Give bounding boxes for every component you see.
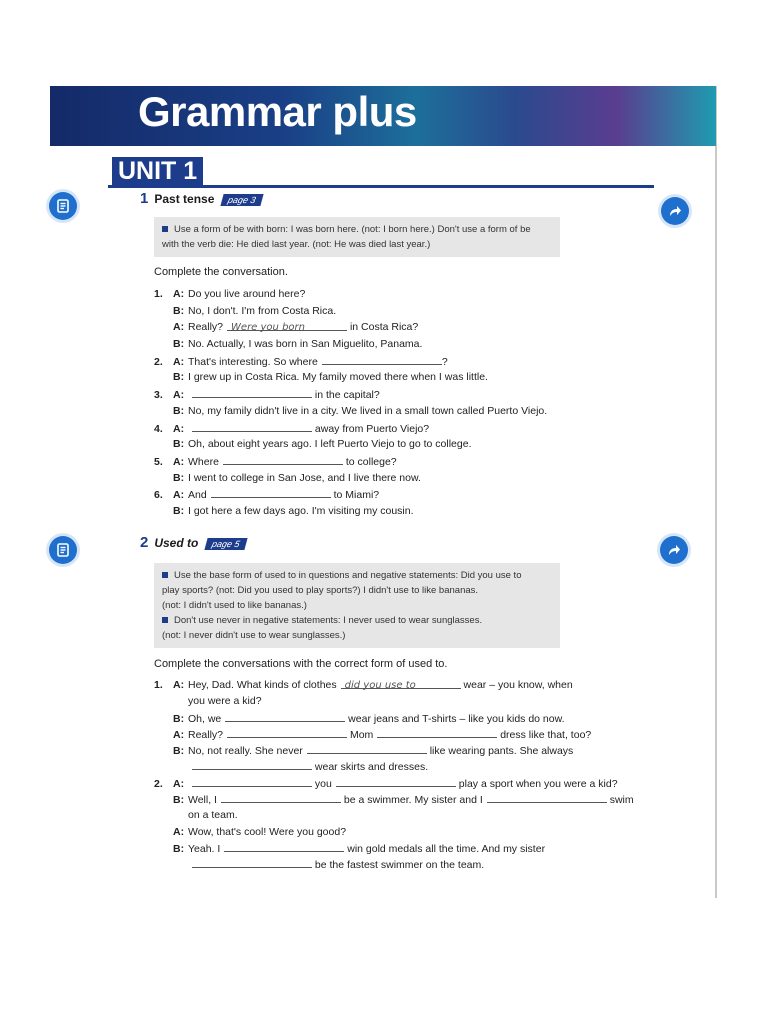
conversation-line (154, 824, 634, 840)
grammar-notes-icon[interactable] (49, 192, 77, 220)
rule-line: (not: I didn't used to like bananas.) (162, 600, 307, 611)
conversation-line (154, 303, 547, 320)
page-edge-rule (715, 86, 717, 898)
item-number: 6. (154, 489, 163, 502)
line-text: you were a kid? (188, 695, 262, 708)
conversation-line (154, 319, 547, 336)
bullet-square (162, 226, 168, 232)
conversation-line (154, 856, 634, 872)
item-number: 1. (154, 288, 163, 300)
line-text: Really? (188, 321, 224, 334)
section-2-title: Used to (154, 536, 199, 550)
speaker-label: B: (173, 471, 185, 484)
bullet-square (162, 572, 168, 578)
line-text: I got here a few days ago. I'm visiting my cousin. (188, 504, 414, 517)
line-text: Oh, we (188, 712, 222, 725)
speaker-label: A: (173, 422, 185, 435)
share-arrow-icon[interactable] (661, 197, 689, 225)
item-number: 1. (154, 679, 163, 691)
section-1-conversation (154, 286, 547, 520)
conversation-line (154, 677, 634, 693)
conversation-line (154, 791, 634, 807)
answer-blank[interactable] (225, 710, 345, 722)
conversation-line (154, 436, 547, 453)
conversation-line (154, 710, 634, 726)
rule-line: (not: I never didn't use to wear sunglasses.) (162, 630, 346, 641)
section-2-instruction: Complete the conversations with the correct form of used to. (154, 658, 448, 670)
section-2-number: 2 (140, 534, 149, 551)
section-1-number: 1 (140, 190, 149, 207)
line-text: No, not really. She never (188, 745, 303, 758)
speaker-label: B: (173, 745, 185, 758)
line-text: play a sport when you were a kid? (455, 777, 618, 790)
conversation-line (154, 726, 634, 742)
answer-example (341, 677, 461, 689)
line-text: No. Actually, I was born in San Miguelito, Panama. (188, 338, 423, 351)
section-1-title: Past tense (154, 192, 215, 206)
line-text: be the fastest swimmer on the team. (312, 859, 485, 872)
conversation-line (154, 693, 634, 709)
item-number: 5. (154, 455, 163, 468)
line-text: on a team. (188, 809, 238, 822)
conversation-line (154, 336, 547, 353)
bullet-square (162, 617, 168, 623)
speaker-label: A: (173, 288, 185, 300)
speaker-label: A: (173, 777, 185, 790)
line-text: you (312, 777, 332, 790)
line-text: I grew up in Costa Rica. My family moved there when I was little. (188, 371, 488, 384)
line-text: in the capital? (312, 389, 380, 402)
line-text: Oh, about eight years ago. I left Puerto Viejo to go to college. (188, 438, 472, 451)
answer-blank[interactable] (192, 856, 312, 868)
line-text: win gold medals all the time. And my sister (344, 842, 546, 855)
conversation-line (154, 775, 634, 791)
speaker-label: A: (173, 321, 185, 334)
line-text: be a swimmer. My sister and I (340, 794, 483, 807)
conversation-line (154, 403, 547, 420)
answer-blank[interactable] (192, 775, 312, 787)
line-text: swim (606, 794, 634, 807)
line-text: ? (441, 355, 448, 368)
conversation-line (154, 286, 547, 303)
line-text: wear skirts and dresses. (312, 761, 429, 774)
example-answer-text: did you use to (344, 680, 416, 691)
line-text: to Miami? (330, 489, 380, 502)
answer-blank[interactable] (487, 791, 607, 803)
answer-blank[interactable] (211, 486, 331, 498)
line-text: Really? (188, 728, 224, 741)
answer-blank[interactable] (322, 353, 442, 365)
line-text: Mom (347, 728, 374, 741)
line-text: Yeah. I (188, 842, 221, 855)
line-text: I went to college in San Jose, and I live there now. (188, 471, 421, 484)
rule-line: Use the base form of used to in questions and negative statements: Did you use to (174, 570, 522, 581)
conversation-line (154, 807, 634, 823)
speaker-label: A: (173, 355, 185, 368)
answer-blank[interactable] (336, 775, 456, 787)
conversation-line (154, 470, 547, 487)
rule-line: Don't use never in negative statements: I never used to wear sunglasses. (174, 615, 483, 626)
conversation-line (154, 486, 547, 503)
section-2-conversation (154, 677, 634, 873)
answer-blank[interactable] (192, 386, 312, 398)
example-answer-text: Were you born (231, 322, 305, 334)
item-number: 4. (154, 422, 163, 435)
conversation-line (154, 758, 634, 774)
line-text: to college? (342, 455, 397, 468)
line-text: dress like that, too? (497, 728, 592, 741)
speaker-label: B: (173, 842, 185, 855)
conversation-line (154, 742, 634, 758)
line-text: That's interesting. So where (188, 355, 318, 368)
conversation-line (154, 453, 547, 470)
line-text: in Costa Rica? (347, 321, 419, 334)
page-title: Grammar plus (138, 88, 417, 135)
line-text: wear – you know, when (460, 679, 573, 691)
speaker-label: A: (173, 455, 185, 468)
answer-blank[interactable] (377, 726, 497, 738)
line-text: away from Puerto Viejo? (312, 422, 430, 435)
speaker-label: B: (173, 371, 185, 384)
speaker-label: A: (173, 825, 185, 838)
section-2-rule-box (154, 563, 560, 648)
conversation-line (154, 840, 634, 856)
section-2-heading (140, 534, 246, 551)
item-number: 2. (154, 777, 163, 790)
line-text: Wow, that's cool! Were you good? (188, 825, 347, 838)
line-text: like wearing pants. She always (426, 745, 574, 758)
line-text: And (188, 489, 207, 502)
conversation-line (154, 353, 547, 370)
section-1-heading (140, 190, 262, 207)
speaker-label: B: (173, 504, 185, 517)
speaker-label: B: (173, 438, 185, 451)
conversation-line (154, 420, 547, 437)
rule-line: Use a form of be with born: I was born here. (not: I born here.) Don't use a form of be (174, 224, 531, 235)
conversation-line (154, 386, 547, 403)
share-arrow-icon-2[interactable] (660, 536, 688, 564)
section-1-instruction: Complete the conversation. (154, 266, 288, 278)
line-text: Hey, Dad. What kinds of clothes (188, 679, 337, 691)
line-text: Do you live around here? (188, 288, 306, 300)
item-number: 2. (154, 355, 163, 368)
grammar-notes-icon-2[interactable] (49, 536, 77, 564)
speaker-label: B: (173, 794, 185, 807)
answer-blank[interactable] (227, 726, 347, 738)
unit-label: UNIT 1 (112, 157, 203, 185)
speaker-label: B: (173, 304, 185, 317)
section-1-rule-box (154, 217, 560, 257)
line-text: wear jeans and T-shirts – like you kids do now. (345, 712, 565, 725)
answer-blank[interactable] (192, 758, 312, 770)
line-text: Where (188, 455, 219, 468)
rule-line: play sports? (not: Did you used to play sports?) I didn't use to like bananas. (162, 585, 479, 596)
answer-blank[interactable] (307, 742, 427, 754)
speaker-label: A: (173, 679, 185, 691)
speaker-label: A: (173, 728, 185, 741)
speaker-label: A: (173, 489, 185, 502)
section-2-page-link[interactable]: page 5 (205, 538, 248, 550)
header-banner (50, 86, 716, 146)
line-text: Well, I (188, 794, 217, 807)
rule-line: with the verb die: He died last year. (not: He was died last year.) (162, 239, 431, 250)
speaker-label: B: (173, 404, 185, 417)
answer-blank[interactable] (223, 453, 343, 465)
speaker-label: A: (173, 389, 185, 402)
speaker-label: B: (173, 338, 185, 351)
line-text: No, I don't. I'm from Costa Rica. (188, 304, 337, 317)
unit-heading (108, 158, 654, 188)
answer-blank[interactable] (224, 840, 344, 852)
answer-example (227, 319, 347, 334)
section-1-page-link[interactable]: page 3 (221, 194, 264, 206)
item-number: 3. (154, 389, 163, 402)
answer-blank[interactable] (192, 420, 312, 432)
line-text: No, my family didn't live in a city. We lived in a small town called Puerto Viejo. (188, 404, 548, 417)
speaker-label: B: (173, 712, 185, 725)
conversation-line (154, 369, 547, 386)
answer-blank[interactable] (221, 791, 341, 803)
conversation-line (154, 503, 547, 520)
